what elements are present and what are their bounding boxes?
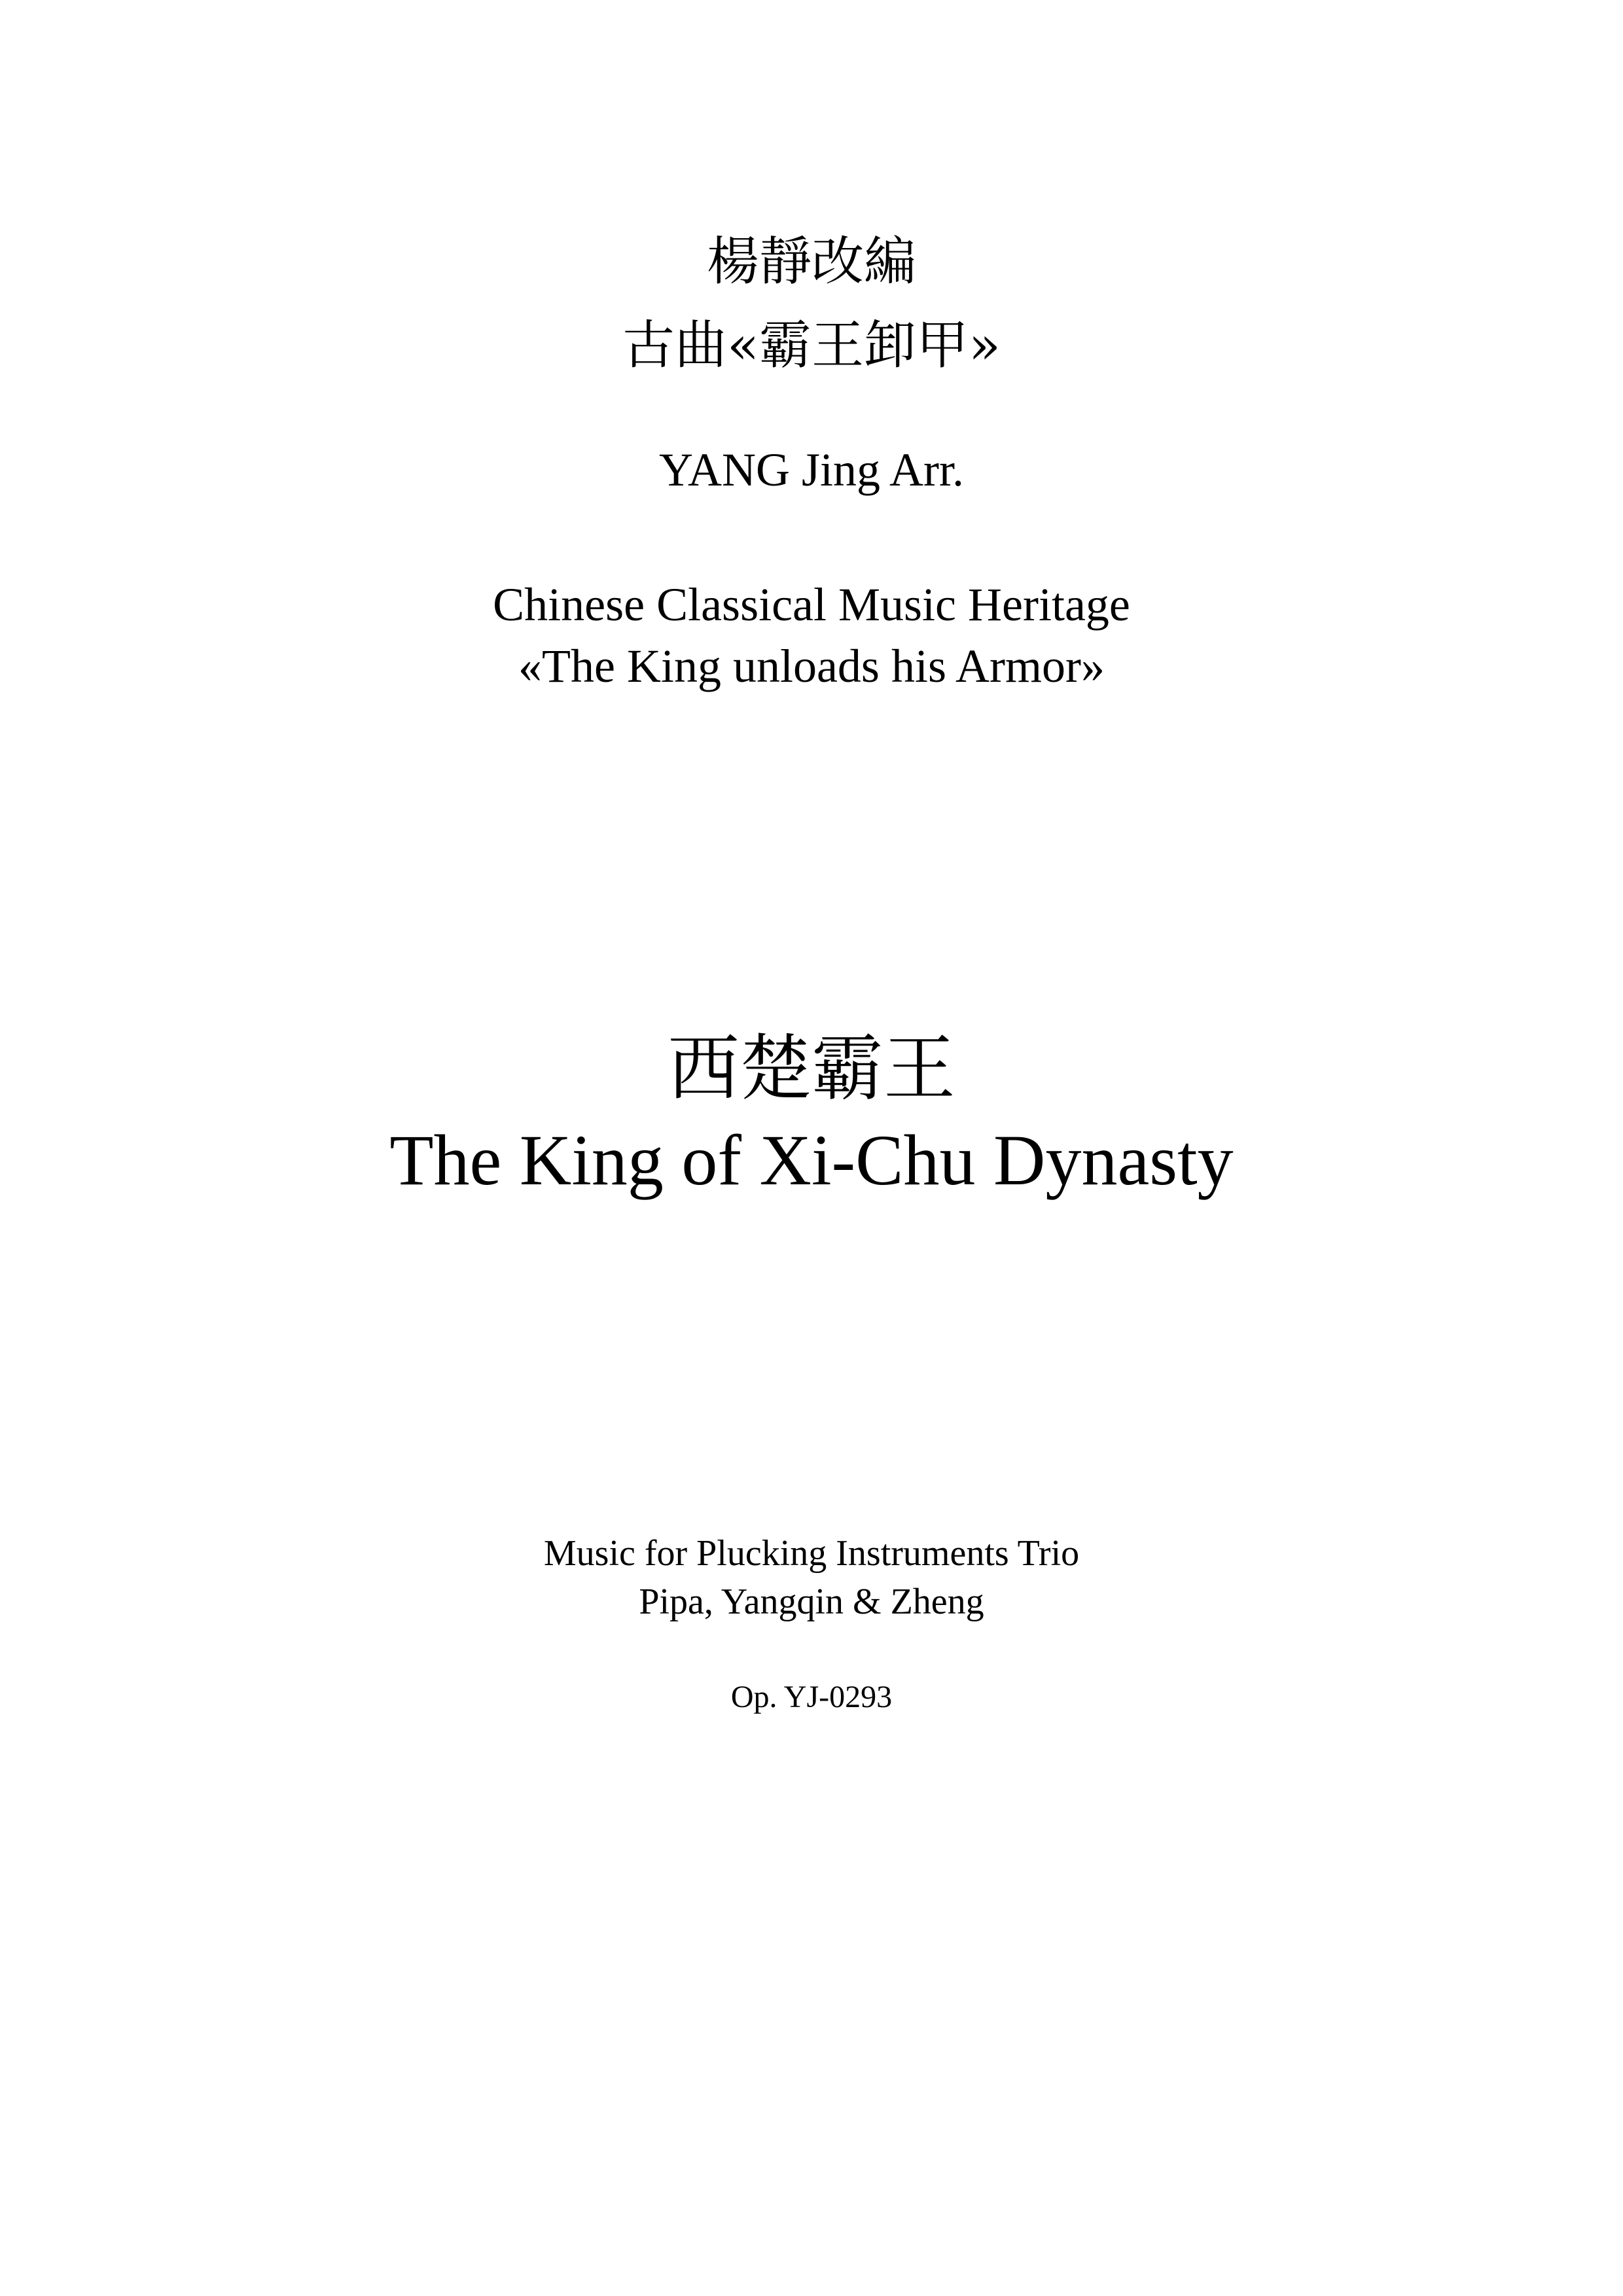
arranger-credit: YANG Jing Arr.	[658, 444, 965, 496]
original-title: «The King unloads his Armor»	[518, 640, 1105, 692]
instrument-list: Pipa, Yangqin & Zheng	[639, 1581, 984, 1622]
main-title: The King of Xi-Chu Dynasty	[389, 1120, 1234, 1200]
chinese-original-title: 古曲«霸王卸甲»	[622, 315, 1001, 376]
chinese-arranger-credit: 楊靜改編	[707, 231, 916, 292]
heritage-label: Chinese Classical Music Heritage	[493, 578, 1130, 631]
opus-number: Op. YJ-0293	[730, 1680, 893, 1714]
chinese-main-title: 西楚霸王	[668, 1027, 955, 1110]
ensemble-subtitle: Music for Plucking Instruments Trio	[543, 1533, 1080, 1574]
